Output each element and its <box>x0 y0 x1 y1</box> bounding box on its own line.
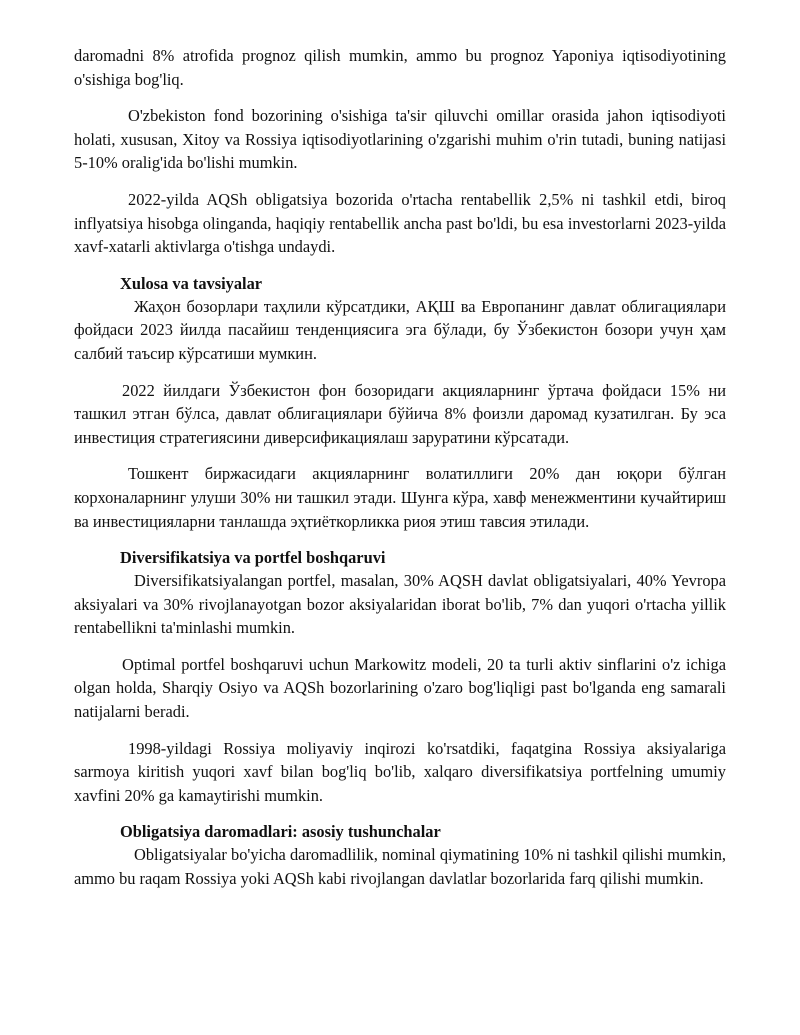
paragraph-uzbek-market-factors: O'zbekiston fond bozorining o'sishiga ta'sir qiluvchi omillar orasida jahon iqtisodiyoti holati, xususan, Xitoy va Rossiya iqtisodiyotlarining o'zgarishi muhim o'rin tutadi, buning natijasi 5-10% oralig'ida bo'lishi mumkin. <box>74 106 726 173</box>
paragraph-russia-crisis-1998: 1998-yildagi Rossiya moliyaviy inqirozi ko'rsatdiki, faqatgina Rossiya aksiyalariga sarmoya kiritish yuqori xavf bilan bog'liq bo'lib, xalqaro diversifikatsiya portfelning umumiy xavfini 20% ga kamaytirishi mumkin. <box>74 738 726 805</box>
paragraph-world-markets: Жаҳон бозорлари таҳлили кўрсатдики, АҚШ ва Европанинг давлат облигациялари фойдаси 2023 йилда пасайиш тенденциясига эга бўлади, бу Ўзбекистон бозори учун ҳам салбий таъсир кўрсатиши мумкин. <box>74 296 726 363</box>
section-bond-returns <box>74 820 726 890</box>
paragraph-diversified-portfolio: Diversifikatsiyalangan portfel, masalan, 30% AQSH davlat obligatsiyalari, 40% Yevropa aksiyalari va 30% rivojlanayotgan bozor aksiyalaridan iborat bo'lib, 7% dan yuqori o'rtacha yillik rentabellikni ta'minlashi mumkin. <box>74 571 726 638</box>
paragraph-tashkent-volatility: Тошкент биржасидаги акцияларнинг волатиллиги 20% дан юқори бўлган корхоналарнинг улуши 30% ни ташкил этади. Шунга кўра, хавф менежментини кучайтириш ва инвестицияларни танлашда эҳтиёткорликка риоя этиш тавсия этилади. <box>74 464 726 531</box>
paragraph-stock-returns-2022: 2022 йилдаги Ўзбекистон фон бозоридаги акцияларнинг ўртача фойдаси 15% ни ташкил этган бўлса, давлат облигациялари бўйича 8% фоизли даромад кузатилган. Бу эса инвестиция стратегиясини диверсификациялаш заруратини кўрсатади. <box>74 380 726 447</box>
paragraph-us-bond-yield: 2022-yilda AQSh obligatsiya bozorida o'rtacha rentabellik 2,5% ni tashkil etdi, biroq inflyatsiya hisobga olinganda, haqiqiy rentabellik ancha past bo'ldi, bu esa investorlarni 2023-yilda xavf-xatarli aktivlarga o'tishga undaydi. <box>74 189 726 257</box>
section-heading-conclusions: Xulosa va tavsiyalar <box>120 273 263 293</box>
paragraph-continued: daromadni 8% atrofida prognoz qilish mumkin, ammo bu prognoz Yaponiya iqtisodiyotining o'sishiga bog'liq. <box>74 46 726 89</box>
paragraph-bond-yield-basics: Obligatsiyalar bo'yicha daromadlilik, nominal qiymatining 10% ni tashkil qilishi mumkin, ammo bu raqam Rossiya yoki AQSh kabi rivojlangan davlatlar bozorlarida farq qilishi mumkin. <box>74 845 726 889</box>
document-page <box>74 44 726 904</box>
section-heading-diversification: Diversifikatsiya va portfel boshqaruvi <box>120 548 386 568</box>
section-diversification <box>74 546 726 807</box>
section-heading-bond-returns: Obligatsiya daromadlari: asosiy tushunchalar <box>120 822 441 842</box>
section-conclusions <box>74 272 726 533</box>
paragraph-markowitz-model: Optimal portfel boshqaruvi uchun Markowitz modeli, 20 ta turli aktiv sinflarini o'z ichiga olgan holda, Sharqiy Osiyo va AQSh bozorlarining o'zaro bog'liqligi past bo'lganda eng samarali natijalarni beradi. <box>74 654 726 722</box>
